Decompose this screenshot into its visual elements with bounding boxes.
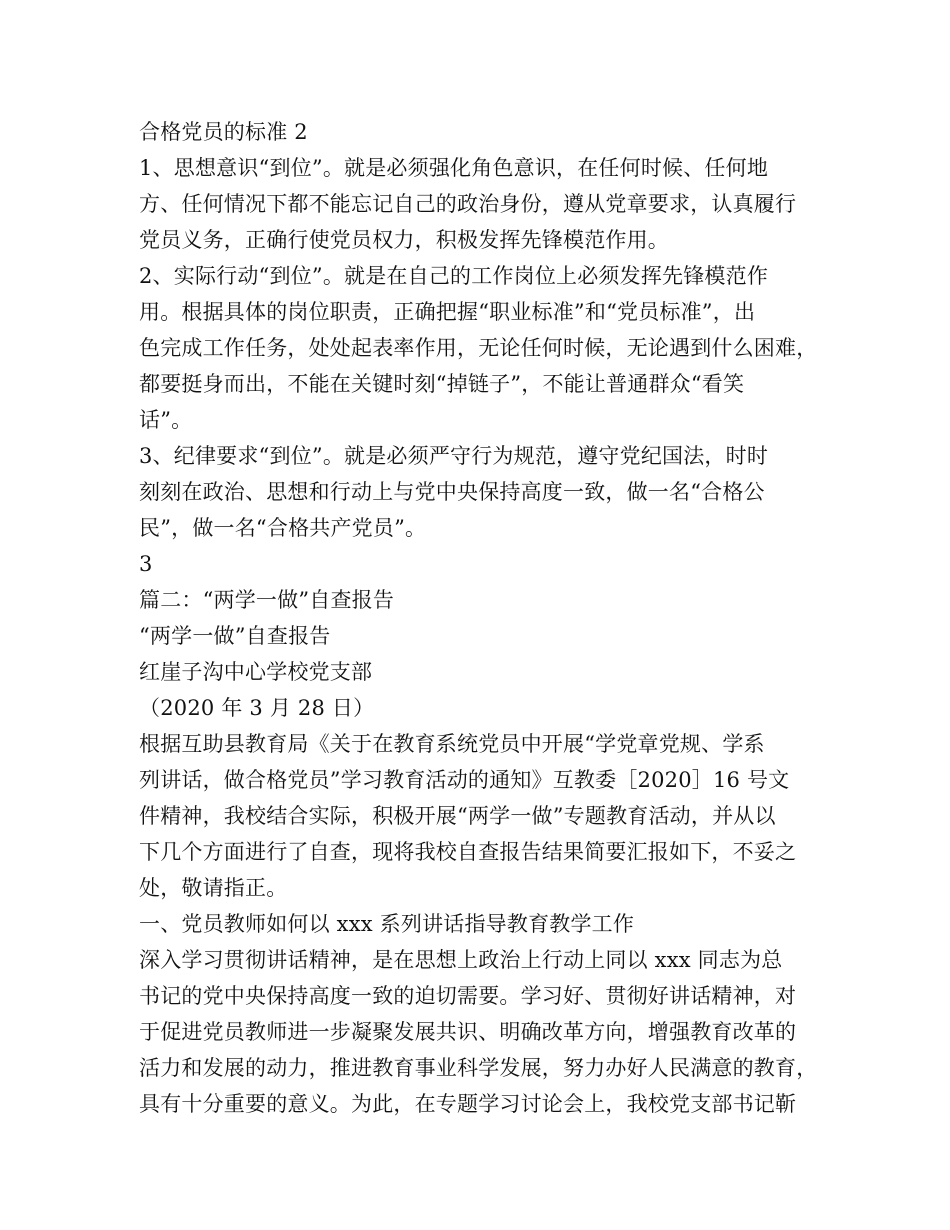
text-line: 话”。 <box>139 408 193 432</box>
text-line: 处，敬请指正。 <box>139 876 288 900</box>
report-organization: 红崖子沟中心学校党支部 <box>139 660 373 684</box>
text-line: 色完成工作任务，处处起表率作用，无论任何时候，无论遇到什么困难， <box>139 336 818 360</box>
section-heading: 篇二：“两学一做”自查报告 <box>139 588 395 612</box>
text-line: 用。根据具体的岗位职责，正确把握“职业标准”和“党员标准”，出 <box>139 300 756 324</box>
text-line: 1、思想意识“到位”。就是必须强化角色意识，在任何时候、任何地 <box>139 156 769 180</box>
text-line: 3、纪律要求“到位”。就是必须严守行为规范，遵守党纪国法，时时 <box>139 444 769 468</box>
text-line: 根据互助县教育局《关于在教育系统党员中开展“学党章党规、学系 <box>139 732 765 756</box>
text-line: 下几个方面进行了自查，现将我校自查报告结果简要汇报如下，不妥之 <box>139 840 797 864</box>
heading-standard: 合格党员的标准 2 <box>139 120 308 144</box>
text-line: 深入学习贯彻讲话精神，是在思想上政治上行动上同以 xxx 同志为总 <box>139 948 783 972</box>
text-line: 党员义务，正确行使党员权力，积极发挥先锋模范作用。 <box>139 228 669 252</box>
page-number: 3 <box>139 552 153 576</box>
subsection-heading: 一、党员教师如何以 xxx 系列讲话指导教育教学工作 <box>139 912 635 936</box>
text-line: 2、实际行动“到位”。就是在自己的工作岗位上必须发挥先锋模范作 <box>139 264 769 288</box>
text-line: 都要挺身而出，不能在关键时刻“掉链子”，不能让普通群众“看笑 <box>139 372 745 396</box>
text-line: 件精神，我校结合实际，积极开展“两学一做”专题教育活动，并从以 <box>139 804 776 828</box>
text-line: 书记的党中央保持高度一致的迫切需要。学习好、贯彻好讲话精神，对 <box>139 984 797 1008</box>
text-line: 具有十分重要的意义。为此，在专题学习讨论会上，我校党支部书记靳 <box>139 1092 797 1116</box>
text-line: 刻刻在政治、思想和行动上与党中央保持高度一致，做一名“合格公 <box>139 480 765 504</box>
report-date: （2020 年 3 月 28 日） <box>139 696 375 720</box>
text-line: 方、任何情况下都不能忘记自己的政治身份，遵从党章要求，认真履行 <box>139 192 797 216</box>
report-title: “两学一做”自查报告 <box>139 624 331 648</box>
text-line: 列讲话，做合格党员”学习教育活动的通知》互教委［2020］16 号文 <box>139 768 790 792</box>
text-line: 活力和发展的动力，推进教育事业科学发展，努力办好人民满意的教育， <box>139 1056 818 1080</box>
text-line: 民”，做一名“合格共产党员”。 <box>139 516 427 540</box>
text-line: 于促进党员教师进一步凝聚发展共识、明确改革方向，增强教育改革的 <box>139 1020 797 1044</box>
